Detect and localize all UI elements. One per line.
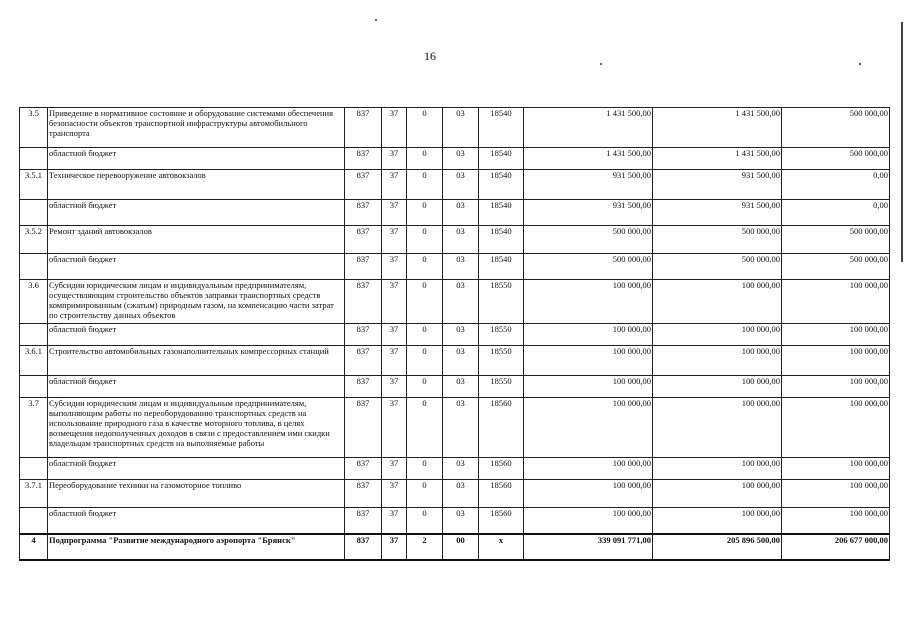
code-direction: 18540 xyxy=(479,148,524,170)
code-program: 37 xyxy=(382,280,407,324)
row-index xyxy=(20,200,48,226)
table-row xyxy=(20,508,890,534)
amount-year-2: 100 000,00 xyxy=(653,324,782,346)
code-program: 37 xyxy=(382,398,407,458)
row-index: 4 xyxy=(20,534,48,560)
code-program: 37 xyxy=(382,148,407,170)
row-index: 3.5 xyxy=(20,108,48,148)
code-ministry: 837 xyxy=(345,534,382,560)
amount-year-2: 100 000,00 xyxy=(653,508,782,534)
row-index xyxy=(20,508,48,534)
row-index: 3.7 xyxy=(20,398,48,458)
table-row xyxy=(20,280,890,324)
code-event: 03 xyxy=(443,254,479,280)
row-name: Переоборудование техники на газомоторное топливо xyxy=(48,480,345,508)
code-event: 03 xyxy=(443,226,479,254)
code-ministry: 837 xyxy=(345,148,382,170)
amount-year-2: 1 431 500,00 xyxy=(653,108,782,148)
amount-year-2: 500 000,00 xyxy=(653,254,782,280)
code-direction: 18540 xyxy=(479,200,524,226)
code-ministry: 837 xyxy=(345,170,382,200)
amount-year-1: 100 000,00 xyxy=(524,280,653,324)
row-index: 3.6.1 xyxy=(20,346,48,376)
code-direction: 18560 xyxy=(479,508,524,534)
scan-speck xyxy=(859,63,861,65)
row-name: Приведение в нормативное состояние и оборудование системами обеспечения безопасности объектов транспортной инфраструктуры автомобильного транспорта xyxy=(48,108,345,148)
code-program: 37 xyxy=(382,376,407,398)
amount-year-1: 1 431 500,00 xyxy=(524,148,653,170)
table-row xyxy=(20,200,890,226)
code-program: 37 xyxy=(382,534,407,560)
amount-year-2: 100 000,00 xyxy=(653,458,782,480)
code-direction: 18540 xyxy=(479,170,524,200)
code-program: 37 xyxy=(382,346,407,376)
code-subprogram: 2 xyxy=(407,534,443,560)
code-ministry: 837 xyxy=(345,376,382,398)
code-direction: 18540 xyxy=(479,226,524,254)
table-row xyxy=(20,398,890,458)
amount-year-1: 100 000,00 xyxy=(524,398,653,458)
code-event: 03 xyxy=(443,480,479,508)
code-event: 00 xyxy=(443,534,479,560)
amount-year-3: 500 000,00 xyxy=(782,108,890,148)
code-direction: 18560 xyxy=(479,458,524,480)
code-ministry: 837 xyxy=(345,324,382,346)
code-event: 03 xyxy=(443,398,479,458)
code-direction: 18560 xyxy=(479,480,524,508)
code-event: 03 xyxy=(443,280,479,324)
code-program: 37 xyxy=(382,480,407,508)
code-subprogram: 0 xyxy=(407,480,443,508)
amount-year-2: 100 000,00 xyxy=(653,280,782,324)
amount-year-3: 100 000,00 xyxy=(782,398,890,458)
table-row xyxy=(20,170,890,200)
code-direction: 18550 xyxy=(479,324,524,346)
code-program: 37 xyxy=(382,324,407,346)
code-program: 37 xyxy=(382,226,407,254)
amount-year-3: 100 000,00 xyxy=(782,480,890,508)
code-event: 03 xyxy=(443,508,479,534)
row-index xyxy=(20,148,48,170)
code-event: 03 xyxy=(443,346,479,376)
row-name: Строительство автомобильных газонаполнительных компрессорных станций xyxy=(48,346,345,376)
amount-year-1: 100 000,00 xyxy=(524,376,653,398)
amount-year-3: 100 000,00 xyxy=(782,324,890,346)
amount-year-3: 0,00 xyxy=(782,170,890,200)
row-name: областной бюджет xyxy=(48,324,345,346)
amount-year-2: 100 000,00 xyxy=(653,376,782,398)
amount-year-1: 500 000,00 xyxy=(524,226,653,254)
table-row xyxy=(20,324,890,346)
code-program: 37 xyxy=(382,200,407,226)
code-event: 03 xyxy=(443,148,479,170)
code-subprogram: 0 xyxy=(407,398,443,458)
page-number: 16 xyxy=(424,49,436,63)
amount-year-2: 1 431 500,00 xyxy=(653,148,782,170)
code-subprogram: 0 xyxy=(407,508,443,534)
amount-year-2: 100 000,00 xyxy=(653,398,782,458)
amount-year-1: 931 500,00 xyxy=(524,170,653,200)
amount-year-3: 500 000,00 xyxy=(782,254,890,280)
table-row xyxy=(20,108,890,148)
amount-year-1: 100 000,00 xyxy=(524,324,653,346)
amount-year-3: 100 000,00 xyxy=(782,346,890,376)
code-event: 03 xyxy=(443,170,479,200)
amount-year-2: 205 896 500,00 xyxy=(653,534,782,560)
code-event: 03 xyxy=(443,324,479,346)
amount-year-3: 100 000,00 xyxy=(782,280,890,324)
code-direction: 18560 xyxy=(479,398,524,458)
row-index xyxy=(20,376,48,398)
code-ministry: 837 xyxy=(345,346,382,376)
code-ministry: 837 xyxy=(345,280,382,324)
code-event: 03 xyxy=(443,108,479,148)
amount-year-1: 100 000,00 xyxy=(524,508,653,534)
code-program: 37 xyxy=(382,254,407,280)
table-row xyxy=(20,376,890,398)
table-row xyxy=(20,226,890,254)
row-name: областной бюджет xyxy=(48,508,345,534)
table-row xyxy=(20,480,890,508)
amount-year-1: 1 431 500,00 xyxy=(524,108,653,148)
row-index: 3.5.2 xyxy=(20,226,48,254)
scan-speck xyxy=(600,63,602,65)
code-direction: 18550 xyxy=(479,346,524,376)
code-subprogram: 0 xyxy=(407,458,443,480)
amount-year-3: 500 000,00 xyxy=(782,148,890,170)
row-name: Подпрограмма "Развитие международного аэропорта "Брянск" xyxy=(48,534,345,560)
amount-year-1: 100 000,00 xyxy=(524,346,653,376)
code-subprogram: 0 xyxy=(407,324,443,346)
code-direction: 18540 xyxy=(479,108,524,148)
code-subprogram: 0 xyxy=(407,170,443,200)
row-index: 3.7.1 xyxy=(20,480,48,508)
code-program: 37 xyxy=(382,170,407,200)
code-subprogram: 0 xyxy=(407,200,443,226)
code-subprogram: 0 xyxy=(407,226,443,254)
code-ministry: 837 xyxy=(345,108,382,148)
code-direction: 18550 xyxy=(479,280,524,324)
code-ministry: 837 xyxy=(345,398,382,458)
budget-table xyxy=(19,107,890,561)
amount-year-3: 0,00 xyxy=(782,200,890,226)
amount-year-3: 100 000,00 xyxy=(782,508,890,534)
code-program: 37 xyxy=(382,508,407,534)
scan-margin-line xyxy=(901,22,903,262)
code-event: 03 xyxy=(443,376,479,398)
code-subprogram: 0 xyxy=(407,346,443,376)
row-index xyxy=(20,458,48,480)
scan-speck xyxy=(375,19,377,21)
row-name: областной бюджет xyxy=(48,148,345,170)
code-subprogram: 0 xyxy=(407,280,443,324)
code-program: 37 xyxy=(382,108,407,148)
row-name: областной бюджет xyxy=(48,376,345,398)
amount-year-1: 931 500,00 xyxy=(524,200,653,226)
row-name: областной бюджет xyxy=(48,458,345,480)
row-name: Субсидии юридическим лицам и индивидуальным предпринимателям, выполняющим работы по переоборудованию транспортных средств на использование природного газа в качестве моторного топлива, в целях возмещения недополученных доходов в связи с предоставлением ими скидки владельцам транспортных средств на выполняемые работы xyxy=(48,398,345,458)
row-index: 3.6 xyxy=(20,280,48,324)
row-index xyxy=(20,324,48,346)
code-direction: 18540 xyxy=(479,254,524,280)
code-direction: x xyxy=(479,534,524,560)
code-subprogram: 0 xyxy=(407,108,443,148)
amount-year-1: 500 000,00 xyxy=(524,254,653,280)
row-name: областной бюджет xyxy=(48,254,345,280)
row-index: 3.5.1 xyxy=(20,170,48,200)
table-row xyxy=(20,458,890,480)
code-ministry: 837 xyxy=(345,480,382,508)
table-row xyxy=(20,148,890,170)
amount-year-3: 206 677 000,00 xyxy=(782,534,890,560)
code-ministry: 837 xyxy=(345,200,382,226)
code-program: 37 xyxy=(382,458,407,480)
amount-year-2: 100 000,00 xyxy=(653,346,782,376)
amount-year-2: 931 500,00 xyxy=(653,170,782,200)
code-direction: 18550 xyxy=(479,376,524,398)
code-subprogram: 0 xyxy=(407,376,443,398)
amount-year-2: 500 000,00 xyxy=(653,226,782,254)
code-ministry: 837 xyxy=(345,254,382,280)
amount-year-1: 339 091 771,00 xyxy=(524,534,653,560)
code-ministry: 837 xyxy=(345,458,382,480)
code-subprogram: 0 xyxy=(407,148,443,170)
code-event: 03 xyxy=(443,200,479,226)
amount-year-2: 931 500,00 xyxy=(653,200,782,226)
amount-year-1: 100 000,00 xyxy=(524,458,653,480)
row-name: Субсидии юридическим лицам и индивидуальным предпринимателям, осуществляющим строительство объектов заправки транспортных средств компримированным (сжатым) природным газом, на компенсацию части затрат по строительству данных объектов xyxy=(48,280,345,324)
table-row xyxy=(20,254,890,280)
table-row-total xyxy=(20,534,890,560)
amount-year-3: 100 000,00 xyxy=(782,376,890,398)
amount-year-3: 100 000,00 xyxy=(782,458,890,480)
amount-year-2: 100 000,00 xyxy=(653,480,782,508)
row-name: Ремонт зданий автовокзалов xyxy=(48,226,345,254)
row-name: Техническое перевооружение автовокзалов xyxy=(48,170,345,200)
code-event: 03 xyxy=(443,458,479,480)
code-ministry: 837 xyxy=(345,508,382,534)
amount-year-1: 100 000,00 xyxy=(524,480,653,508)
table-row xyxy=(20,346,890,376)
code-subprogram: 0 xyxy=(407,254,443,280)
code-ministry: 837 xyxy=(345,226,382,254)
amount-year-3: 500 000,00 xyxy=(782,226,890,254)
row-name: областной бюджет xyxy=(48,200,345,226)
row-index xyxy=(20,254,48,280)
